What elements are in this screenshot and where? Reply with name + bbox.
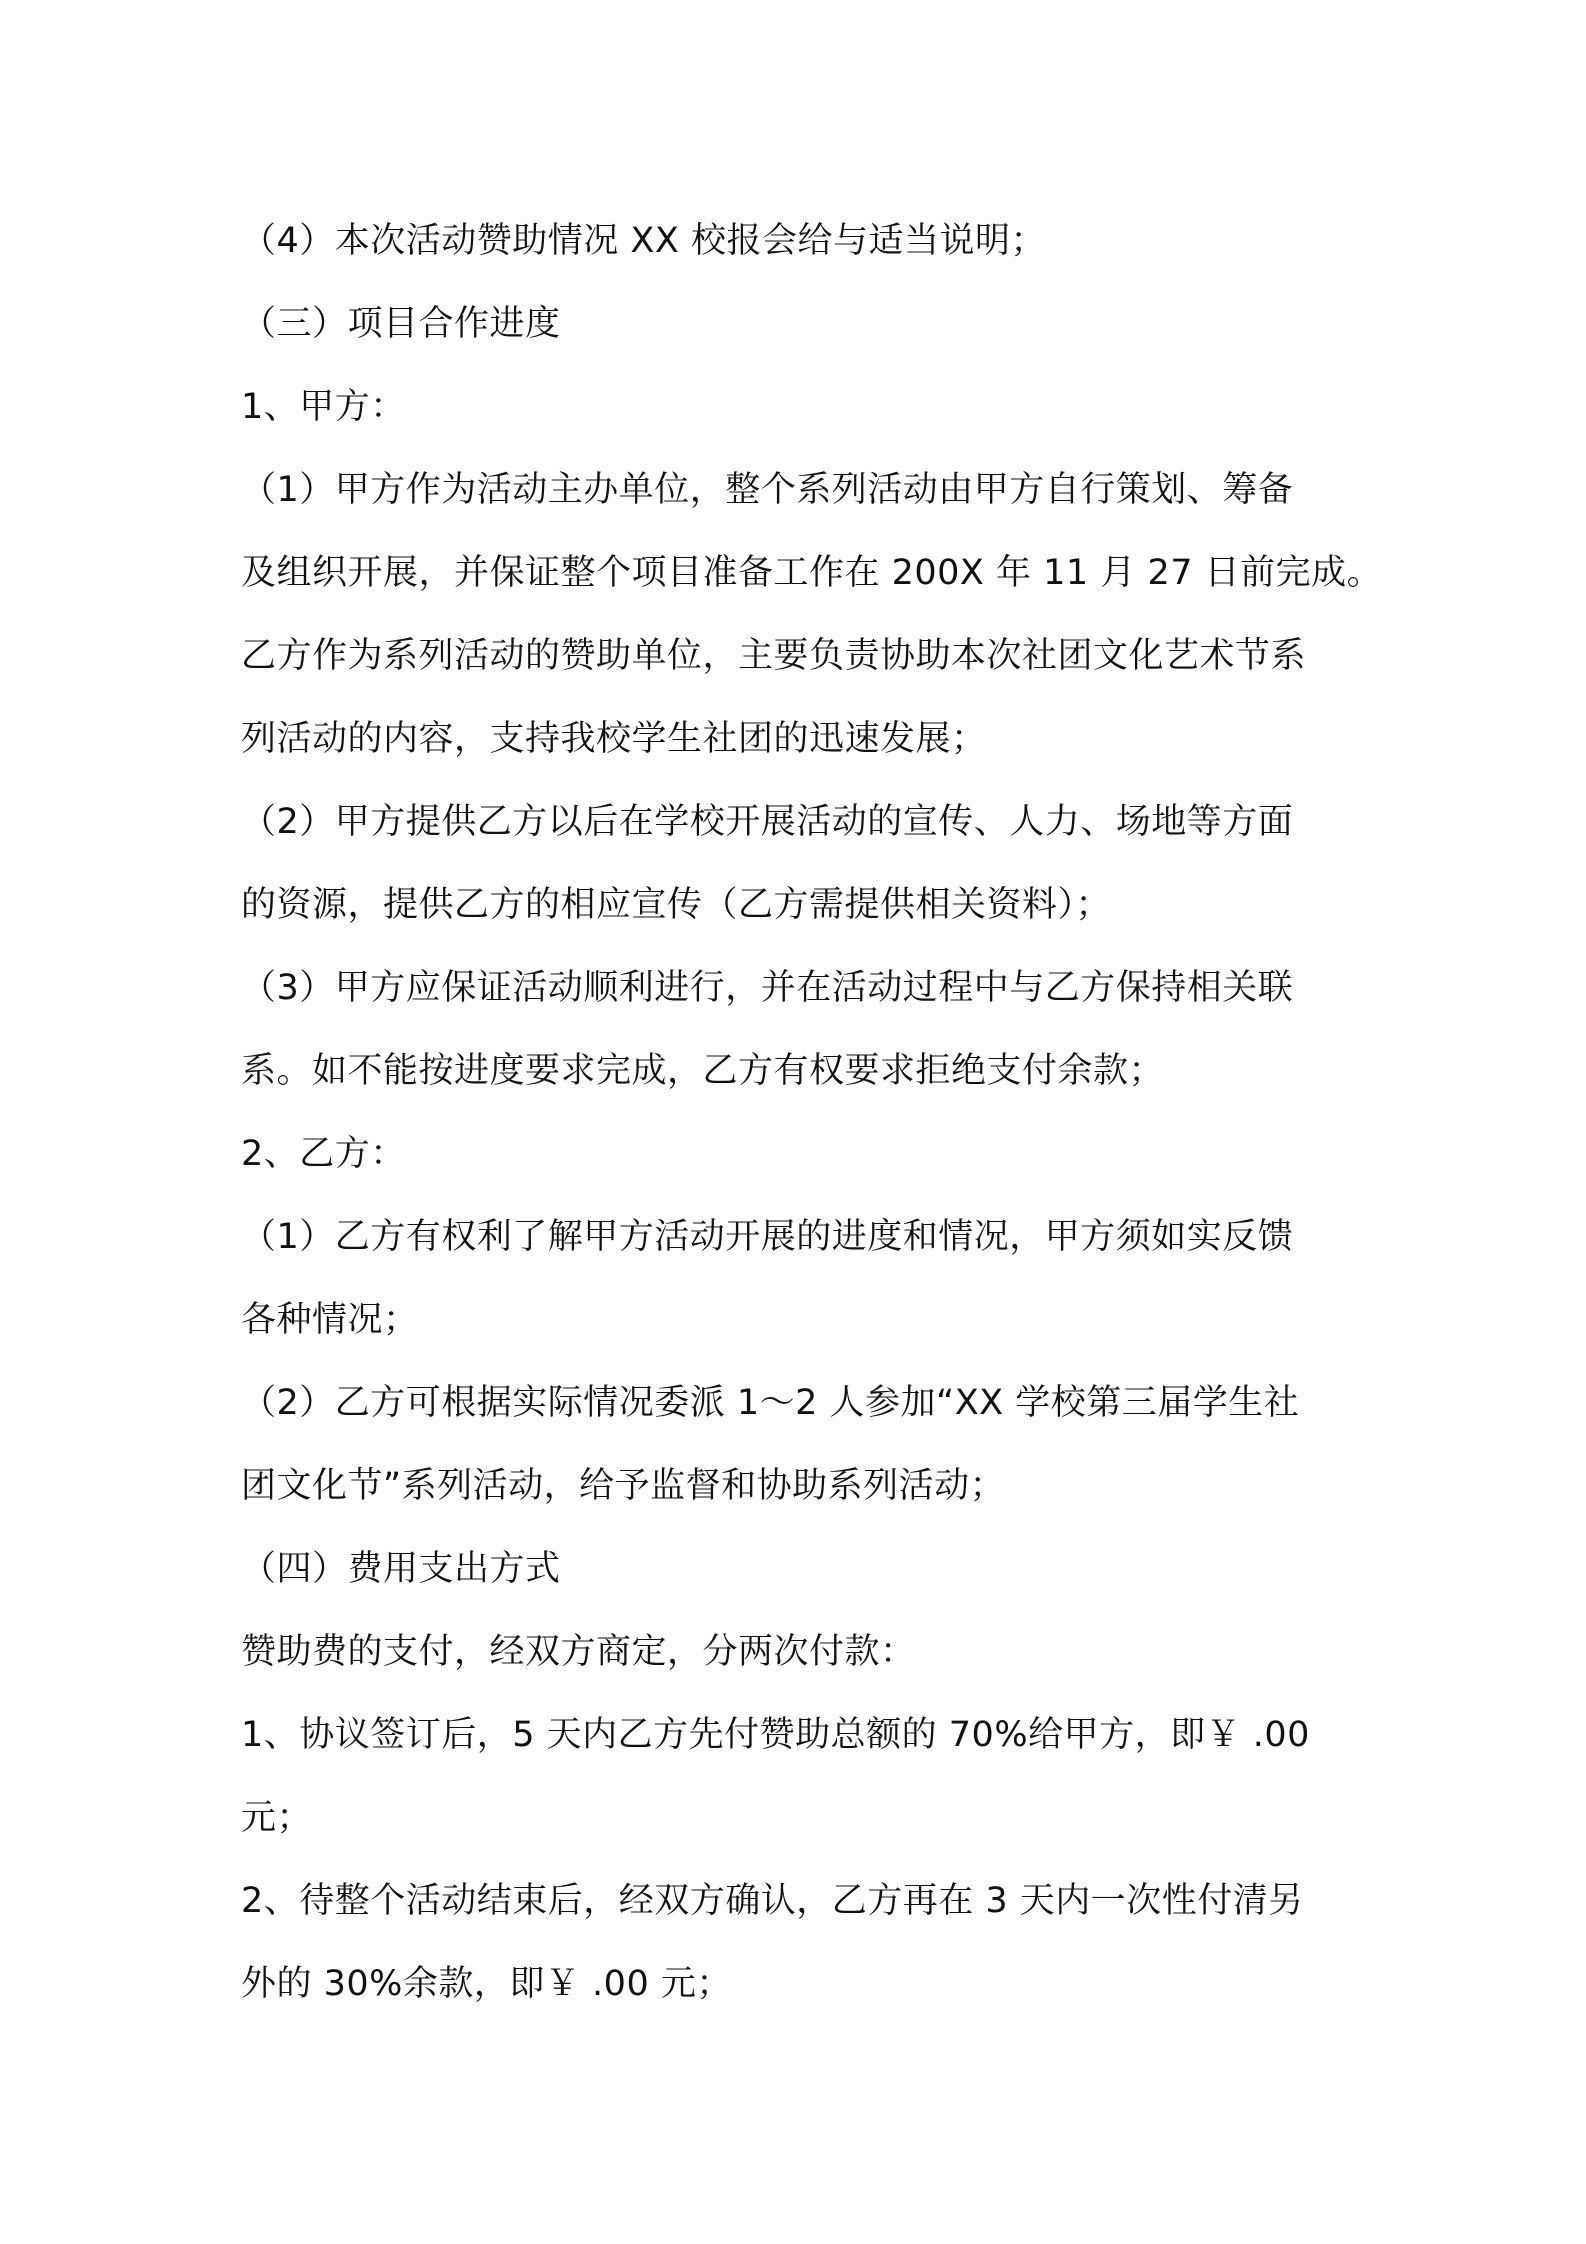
payment-item-1-line-2: 元；: [241, 1798, 313, 1838]
party-b-clause-2-line-2: 团文化节”系列活动，给予监督和协助系列活动；: [241, 1466, 1006, 1506]
party-a-clause-3-line-1: （3）甲方应保证活动顺利进行，并在活动过程中与乙方保持相关联: [241, 968, 1294, 1008]
party-a-heading: 1、甲方：: [241, 387, 406, 427]
clause-4-promotion-note: （4）本次活动赞助情况 XX 校报会给与适当说明；: [241, 221, 1046, 261]
party-a-clause-2-line-1: （2）甲方提供乙方以后在学校开展活动的宣传、人力、场地等方面: [241, 802, 1294, 842]
party-a-clause-1-line-3: 乙方作为系列活动的赞助单位，主要负责协助本次社团文化艺术节系: [241, 636, 1307, 676]
party-a-clause-2-line-2: 的资源，提供乙方的相应宣传（乙方需提供相关资料）；: [241, 885, 1112, 925]
party-b-clause-1-line-2: 各种情况；: [241, 1300, 419, 1340]
section-heading-project-progress: （三）项目合作进度: [241, 304, 561, 344]
document-page: [241, 200, 1383, 2026]
party-a-clause-1-line-2: 及组织开展，并保证整个项目准备工作在 200X 年 11 月 27 日前完成。: [241, 553, 1383, 593]
payment-item-2-line-2: 外的 30%余款，即￥ .00 元；: [241, 1964, 732, 2004]
party-b-clause-1-line-1: （1）乙方有权利了解甲方活动开展的进度和情况，甲方须如实反馈: [241, 1217, 1294, 1257]
section-heading-payment-method: （四）费用支出方式: [241, 1549, 561, 1589]
payment-item-1-line-1: 1、协议签订后，5 天内乙方先付赞助总额的 70%给甲方，即￥ .00: [241, 1715, 1310, 1755]
party-a-clause-1-line-1: （1）甲方作为活动主办单位，整个系列活动由甲方自行策划、筹备: [241, 470, 1294, 510]
payment-intro: 赞助费的支付，经双方商定，分两次付款：: [241, 1632, 916, 1672]
party-b-heading: 2、乙方：: [241, 1134, 406, 1174]
party-b-clause-2-line-1: （2）乙方可根据实际情况委派 1～2 人参加“XX 学校第三届学生社: [241, 1383, 1300, 1423]
party-a-clause-3-line-2: 系。如不能按进度要求完成，乙方有权要求拒绝支付余款；: [241, 1051, 1165, 1091]
payment-item-2-line-1: 2、待整个活动结束后，经双方确认，乙方再在 3 天内一次性付清另: [241, 1881, 1304, 1921]
party-a-clause-1-line-4: 列活动的内容，支持我校学生社团的迅速发展；: [241, 719, 987, 759]
